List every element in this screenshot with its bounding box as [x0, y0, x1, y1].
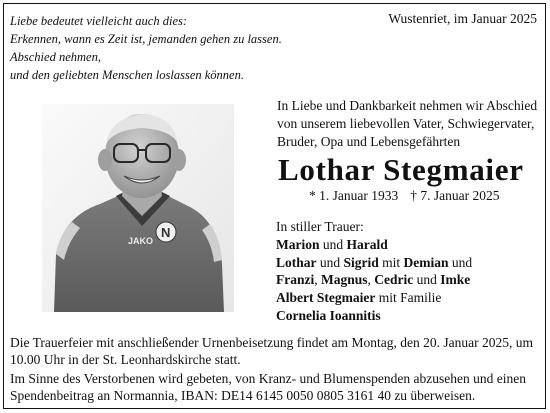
mourner-connector: und [316, 254, 344, 270]
mourner-connector: mit Familie [375, 290, 442, 306]
mourner-line [276, 236, 472, 254]
shirt-brand-text: JAKO [128, 236, 154, 246]
poem-line: Abschied nehmen, [10, 50, 101, 64]
mourner-connector: und [413, 272, 441, 288]
deceased-name: Lothar Stegmaier [278, 152, 524, 187]
intro-line: In Liebe und Dankbarkeit nehmen wir Abschied [277, 98, 538, 113]
mourner-name: Albert Stegmaier [276, 290, 376, 306]
mourner-connector: und [448, 254, 473, 270]
mourner-connector: und [319, 236, 347, 252]
intro-line: Bruder, Opa und Lebensgefährten [277, 134, 461, 149]
club-badge-text: N [161, 225, 171, 240]
portrait-photo [42, 104, 234, 312]
mourner-name: Lothar [276, 254, 317, 270]
mourner-line [276, 307, 472, 325]
mourner-name: Cornelia Ioannitis [276, 307, 381, 323]
mourner-name: Harald [346, 236, 388, 252]
donation-info: Im Sinne des Verstorbenen wird gebeten, von Kranz- und Blumenspenden abzusehen und einen Spendenbeitrag an Normannia, IBAN: DE14 6145 0050 0805 3161 40 zu überweisen. [10, 371, 526, 403]
intro-line: von unserem liebevollen Vater, Schwiegervater, [277, 116, 535, 131]
mourners-list [276, 218, 472, 325]
mourner-line [276, 254, 472, 272]
poem-line: Liebe bedeutet vielleicht auch dies: [10, 14, 188, 28]
mourner-name: Magnus [321, 272, 368, 288]
place-date: Wustenriet, im Januar 2025 [388, 11, 537, 26]
mourner-name: Demian [403, 254, 449, 270]
mourner-line [276, 289, 472, 307]
poem-line: und den geliebten Menschen loslassen können. [10, 68, 244, 82]
mourner-connector: , [314, 272, 321, 288]
intro-text [277, 97, 537, 151]
mourner-connector: mit [378, 254, 404, 270]
poem [10, 12, 282, 84]
mourner-name: Marion [276, 236, 320, 252]
mourners-heading: In stiller Trauer: [276, 219, 364, 234]
mourner-name: Sigrid [343, 254, 379, 270]
mourner-name: Cedric [374, 272, 414, 288]
birth-date: * 1. Januar 1933 [309, 188, 399, 203]
mourner-line [276, 271, 472, 289]
mourner-connector: , [367, 272, 375, 288]
poem-line: Erkennen, wann es Zeit ist, jemanden gehen zu lassen. [10, 32, 282, 46]
death-date: † 7. Januar 2025 [410, 188, 500, 203]
funeral-info: Die Trauerfeier mit anschließender Urnenbeisetzung findet am Montag, den 20. Januar 2025, um 10.00 Uhr in der St. Leonhardskirche statt. [10, 335, 533, 367]
mourner-name: Franzi [276, 272, 315, 288]
mourner-name: Imke [440, 272, 471, 288]
life-dates [309, 188, 499, 204]
